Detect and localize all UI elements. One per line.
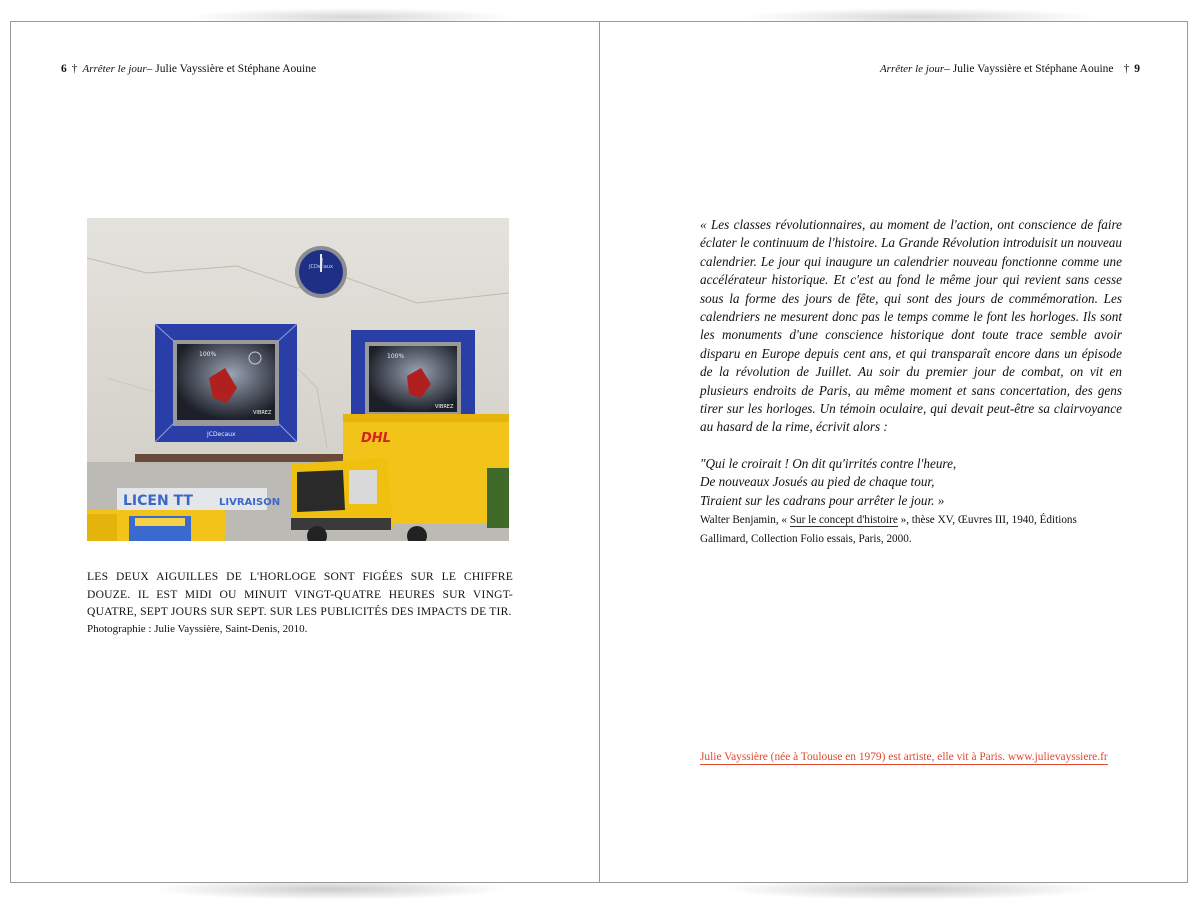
yellow-van-icon — [87, 510, 225, 541]
svg-text:VIBREZ: VIBREZ — [253, 410, 272, 416]
left-running-title: Arrêter le jour — [82, 63, 147, 75]
right-running-title: Arrêter le jour — [879, 63, 945, 75]
left-running-head — [61, 63, 316, 75]
citation — [700, 511, 1125, 549]
svg-text:LICEN TT: LICEN TT — [123, 493, 193, 509]
caption-text: LES DEUX AIGUILLES DE L'HORLOGE SONT FIGÉES SUR LE CHIFFRE DOUZE. IL EST MIDI OU MINUIT VINGT-QUATRE HEURES SUR VINGT-QUATRE, SEPT JOURS SUR SEPT. SUR LES PUBLICITÉS DES IMPACTS DE TIR. — [87, 570, 513, 619]
wall-clock-icon — [295, 246, 347, 298]
right-page — [600, 22, 1188, 882]
benjamin-quote: « Les classes révolutionnaires, au moment de l'action, ont conscience de faire éclater le continuum de l'histoire. La Grande Révolution introduisit un nouveau calendrier. Le jour qui inaugure un calendrier nouveau fonctionne comme une accélérateur historique. Et c'est au fond le même jour qui revient sans cesse sous la forme des jours de fête, qui sont des jours de commémoration. Les calendriers ne mesurent donc pas le temps comme le font les horloges. Ils sont les monuments d'une conscience historique dont toute trace semble avoir disparu en Europe depuis cent ans, et qui transparaît encore dans un épisode de la révolution de Juillet. Au soir du premier jour de combat, on vit en plusieurs endroits de Paris, au même moment et sans concertation, des gens tirer sur les horloges. Un témoin oculaire, qui devait peut-être sa clairvoyance au hasard de la rime, écrivit alors : — [700, 217, 1122, 435]
left-page — [11, 22, 599, 882]
svg-text:JCDecaux: JCDecaux — [207, 431, 236, 438]
photo-caption — [87, 568, 513, 638]
billboard-left-icon — [155, 324, 297, 442]
right-running-head — [880, 63, 1140, 75]
left-page-number: 6 — [61, 63, 67, 75]
right-page-number: 9 — [1134, 63, 1140, 75]
verse-block — [700, 455, 1130, 510]
right-running-authors: – Julie Vayssière et Stéphane Aouine — [944, 63, 1114, 75]
citation-author: Walter Benjamin, « — [700, 514, 790, 526]
svg-text:JCDecaux: JCDecaux — [309, 264, 333, 270]
photo-credit: Photographie : Julie Vayssière, Saint-Denis, 2010. — [87, 622, 308, 635]
livraison-sign-icon — [117, 488, 280, 510]
billboard-right-icon — [351, 330, 475, 426]
verse-line: De nouveaux Josués au pied de chaque tour, — [700, 474, 935, 490]
right-dagger: † — [1123, 63, 1130, 75]
svg-text:100%: 100% — [199, 351, 217, 358]
book-spread — [10, 21, 1188, 883]
svg-text:DHL: DHL — [361, 431, 391, 446]
author-bio-link[interactable]: Julie Vayssière (née à Toulouse en 1979) est artiste, elle vit à Paris. www.julievayssiere.fr — [700, 751, 1108, 763]
verse-line: "Qui le croirait ! On dit qu'irrités contre l'heure, — [700, 456, 957, 471]
left-running-authors: – Julie Vayssière et Stéphane Aouine — [146, 63, 317, 75]
verse-line: Tiraient sur les cadrans pour arrêter le jour. » — [700, 492, 945, 508]
citation-title-link[interactable]: Sur le concept d'histoire — [789, 514, 898, 526]
svg-text:VIBREZ: VIBREZ — [435, 404, 454, 410]
svg-text:LIVRAISON: LIVRAISON — [219, 497, 281, 508]
citation-details: », thèse XV, Œuvres III, 1940, Éditions Gallimard, Collection Folio essais, Paris, 2000. — [700, 514, 1077, 545]
left-dagger: † — [71, 63, 78, 75]
photograph-clock-billboards — [87, 218, 509, 541]
svg-text:100%: 100% — [387, 353, 405, 360]
